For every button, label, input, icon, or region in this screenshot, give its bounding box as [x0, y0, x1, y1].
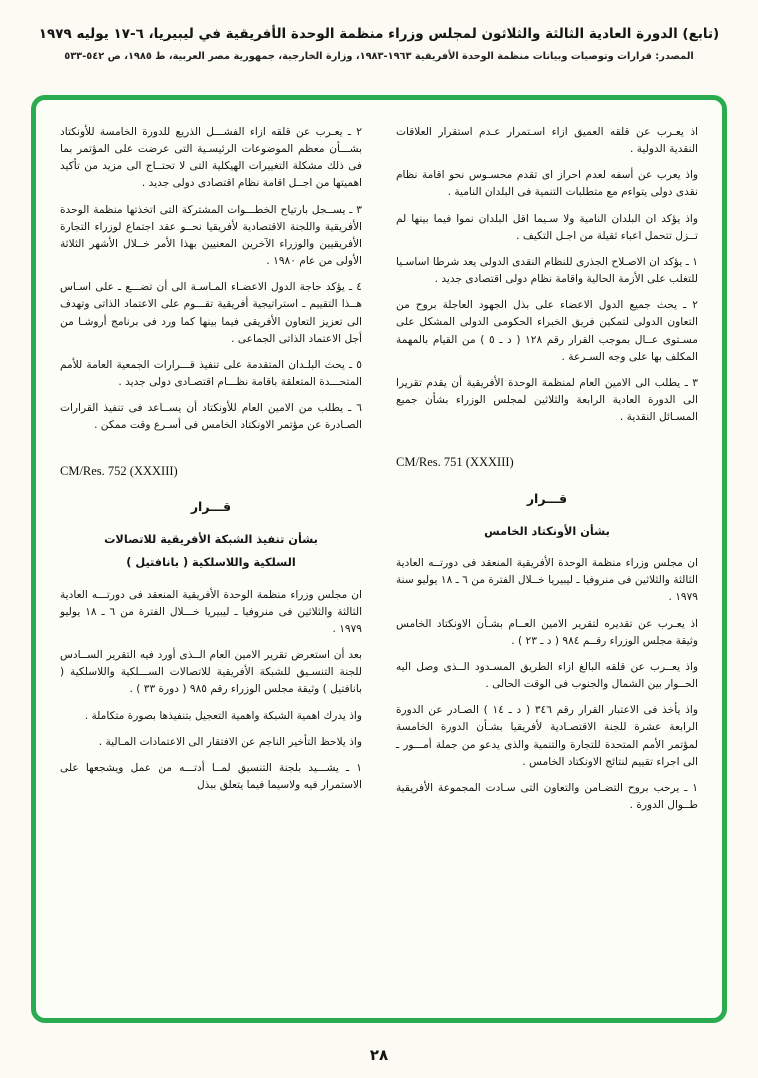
paragraph: ٤ ـ يؤكد حاجة الدول الاعضـاء المـاسـة الى أن تضـــع ـ على اسـاس هــذا التقييم ـ استراتيجية أفريقية تقـــوم على الاعتماد الذاتى وتهدف الى تعزيز التعاون الأفريقى فيما بينها كما ورد فى برنامج أروشـا من أجل الاعتماد الذاتى الجماعى . [60, 281, 362, 345]
paragraph: بعد أن استعرض تقرير الامين العام الــذى أورد فيه التقرير الســادس للجنة التنسـيق للشبكة الأفريقية للاتصالات الســـلكية واللاسلكية ( بانافتيل ) وثيقة مجلس الوزراء رقم ٩٨٥ ( دورة ٣٣ ) . [60, 649, 362, 696]
document-title: (تابع) الدورة العادية الثالثة والثلاثون لمجلس وزراء منظمة الوحدة الأفريقية في ليبيريا، ٦-١٧ يوليه ١٩٧٩ [38, 26, 720, 42]
page-footer [0, 1045, 758, 1064]
paragraph: ١ ـ يشـــيد بلجنة التنسيق لمــا أدتـــه من عمل ويشجعها على الاستمرار فيه ولاسيما فيما يتعلق ببذل [60, 761, 362, 791]
source-line: المصدر: قرارات وتوصيات وبيانات منظمة الوحدة الأفريقية ١٩٦٣-١٩٨٣، وزارة الخارجية، جمهورية مصر العربية، ط ١٩٨٥، ص ٥٤٢-٥٣٣ [64, 51, 694, 62]
paragraph: ٦ ـ يطلب من الامين العام للأونكتاد أن يســاعد فى تنفيذ القرارات الصـادرة عن مؤتمر الاونكتاد الخامس فى أسـرع وقت ممكن . [60, 402, 362, 432]
resolution-title: قـــرار [190, 498, 232, 514]
paragraph: واذ يؤكد ان البلدان النامية ولا سـيما اقل البلدان نموا فيما بينها لم تــزل تتحمل اعباء ثقيلة من اجـل التكيف . [396, 212, 698, 242]
page-number: ٢٨ [369, 1046, 389, 1064]
resolution-id: CM/Res. 752 (XXXIII) [60, 463, 178, 478]
resolution-id: CM/Res. 751 (XXXIII) [396, 455, 514, 470]
paragraph: ٣ ـ يســجل بارتياح الخطـــوات المشتركة التى اتخذتها منظمة الوحدة الأفريقية واللجنة الاقتصادية لأفريقيا نحــو عقد اجتماع لوزراء التجارة الأفريقيين والوزراء الآخرين المعنيين بهذا الأمر خــلال الأشهر الثلاثة الأولى من عام ١٩٨٠ . [60, 203, 362, 268]
column-left [60, 124, 362, 1000]
paragraph: اذ يعـرب عن تقديره لتقرير الامين العــام بشـأن الاونكتاد الخامس وثيقة مجلس الوزراء رقــم ٩٨٤ ( د ـ ٢٣ ) . [396, 617, 698, 647]
column-right [396, 124, 698, 1000]
resolution-subtitle: بشأن الأونكتاد الخامس [484, 524, 610, 538]
resolution-subtitle: بشأن تنفيذ الشبكة الأفريقية للاتصالات [104, 533, 318, 546]
paragraph: واذ يدرك اهمية الشبكة واهمية التعجيل بتنفيذها بصورة متكاملة . [84, 709, 362, 722]
paragraph: ان مجلس وزراء منظمة الوحدة الأفريقية المنعقد فى دورتــه العادية الثالثة والثلاثين فى منروفيا ـ ليبيريا خــلال الفترة من ٦ ـ ١٨ يوليو سنة ١٩٧٩ . [396, 557, 698, 604]
document-frame [31, 95, 727, 1023]
paragraph: ١ ـ يؤكد ان الاصـلاح الجذرى للنظام النقدى الدولى يعد شرطا اساسـيا للتغلب على الأزمة الحالية واقامة نظام دولى اقتصادى جديد . [396, 255, 698, 286]
paragraph: واذ يلاحظ التأخير الناجم عن الافتقار الى الاعتمادات المـالية . [98, 735, 362, 748]
paragraph: ٥ ـ يحث البلـدان المتقدمة على تنفيذ قـــرارات الجمعية العامة للأمم المتحـــدة المتعلقة باقامة نظـــام اقتصـادى دولى جديد . [60, 358, 362, 389]
paragraph: واذ يعرب عن أسفه لعدم احراز اى تقدم محسـوس نحو اقامة نظام نقدى دولى يتواءم مع متطلبات التنمية فى البلدان النامية . [396, 169, 698, 199]
paragraph: واذ يعــرب عن قلقه البالغ ازاء الطريق المسـدود الــذى وصل اليه الحــوار بين الشمال والجنوب فى الوقت الحالى . [396, 660, 698, 691]
paragraph: ٢ ـ يحث جميع الدول الاعضاء على بذل الجهود العاجلة بروح من التعاون الدولى لتمكين فريق الخبراء الحكومى الدولى المشكل على مسـتوى عــال بموجب القرار رقم ١٢٨ ( د ـ ٥ ) من القيام بالمهمة المكلف بها على وجه السـرعة . [396, 299, 698, 363]
paragraph: ١ ـ يرحب بروح التضـامن والتعاون التى سـادت المجموعة الأفريقية طــوال الدورة . [396, 781, 698, 812]
paragraph: ٣ ـ يطلب الى الامين العام لمنظمة الوحدة الأفريقية أن يقدم تقريرا الى الدورة العادية الرابعة والثلاثين لمجلس الوزراء بشأن جميع المسـائل النقدية . [396, 376, 698, 424]
paragraph: ٢ ـ يعـرب عن قلقه ازاء الفشـــل الذريع للدورة الخامسة للأونكتاد بشـــأن معظم الموضوعات الرئيسـية التى عرضت على المؤتمر بما فى ذلك مشكلة التغييرات الهيكلية التى لا تحتــاج الى مزيد من تأكيد اهميتها من اجــل اقامة نظام اقتصادى دولى جديد . [60, 126, 362, 190]
paragraph: اذ يعـرب عن قلقه العميق ازاء اسـتمرار عـدم استقرار العلاقات النقدية الدولية . [396, 126, 698, 156]
resolution-title: قـــرار [526, 490, 568, 506]
two-column-layout [60, 124, 698, 1000]
paragraph: ان مجلس وزراء منظمة الوحدة الأفريقية المنعقد فى دورتـــه العادية الثالثة والثلاثين فى منروفيا ـ ليبيريا خـــلال الفترة من ٦ ـ ١٨ يوليو ١٩٧٩ . [60, 588, 363, 635]
paragraph: واذ يأخذ فى الاعتبار القرار رقم ٣٤٦ ( د ـ ١٤ ) الصـادر عن الدورة الرابعة عشرة للجنة الاقتصـادية لأفريقيا بشـأن الدورة الخامسة لمؤتمر الأمم المتحدة للتجارة والتنمية والذى يدعو من جملة أمـــور ـ الى اجراء تقييم لنتائج الاونكتاد الخامس . [396, 704, 698, 768]
resolution-subtitle: السلكية واللاسلكية ( بانافتيل ) [126, 556, 296, 570]
page-header [0, 0, 758, 62]
